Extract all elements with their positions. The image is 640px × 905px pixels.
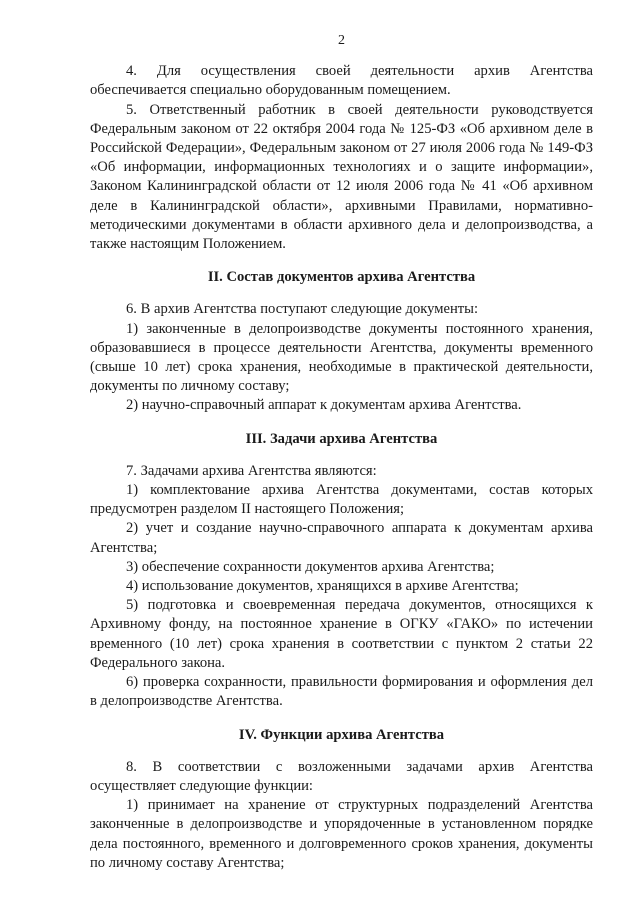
paragraph-7: 7. Задачами архива Агентства являются: xyxy=(126,462,377,479)
document-page xyxy=(90,31,593,873)
list-item: 1) законченные в делопроизводстве документы постоянного хранения, образовавшиеся в процессе деятельности Агентства, документы временного (свыше 10 лет) срока хранения, необходимые в практической деятельности, документы по личному составу; xyxy=(90,320,593,395)
list-item: 1) принимает на хранение от структурных подразделений Агентства законченные в делопроизводстве и упорядоченные в установленном порядке дела постоянного, временного и долговременного сроков хранения, документы по личному составу Агентства; xyxy=(90,797,593,871)
list-item: 4) использование документов, хранящихся в архиве Агентства; xyxy=(126,578,519,595)
list-item: 2) учет и создание научно-справочного аппарата к документам архива Агентства; xyxy=(90,520,593,556)
paragraph-5: 5. Ответственный работник в своей деятельности руководствуется Федеральным законом от 22 октября 2004 года № 125-ФЗ «Об архивном деле в Российской Федерации», Федеральным законом от 27 июля 2006 года № 149-ФЗ «Об информации, информационных технологиях и о защите информации», Законом Калининградской области от 12 июля 2006 года № 41 «Об архивном деле в Калининградской области», архивными Правилами, нормативно-методическими документами в области архивного дела и делопроизводства, а также настоящим Положением. xyxy=(90,101,593,253)
list-item: 5) подготовка и своевременная передача документов, относящихся к Архивному фонду, на постоянное хранение в ОГКУ «ГАКО» по истечении временного (10 лет) срока хранения в соответствии с пунктом 2 статьи 22 Федерального закона. xyxy=(90,597,593,671)
paragraph-8: 8. В соответствии с возложенными задачами архив Агентства осуществляет следующие функции: xyxy=(90,758,593,794)
paragraph-4: 4. Для осуществления своей деятельности архив Агентства обеспечивается специально оборудованным помещением. xyxy=(90,63,593,99)
page-number: 2 xyxy=(338,33,345,48)
section-heading-3: III. Задачи архива Агентства xyxy=(245,430,438,447)
paragraph-6: 6. В архив Агентства поступают следующие документы: xyxy=(126,301,479,318)
list-item: 2) научно-справочный аппарат к документам архива Агентства. xyxy=(126,397,522,414)
section-heading-2: II. Состав документов архива Агентства xyxy=(207,269,476,286)
list-item: 1) комплектование архива Агентства документами, состав которых предусмотрен разделом II настоящего Положения; xyxy=(90,482,593,518)
section-heading-4: IV. Функции архива Агентства xyxy=(238,726,445,743)
list-item: 6) проверка сохранности, правильности формирования и оформления дел в делопроизводстве Агентства. xyxy=(90,674,593,710)
list-item: 3) обеспечение сохранности документов архива Агентства; xyxy=(126,558,495,575)
